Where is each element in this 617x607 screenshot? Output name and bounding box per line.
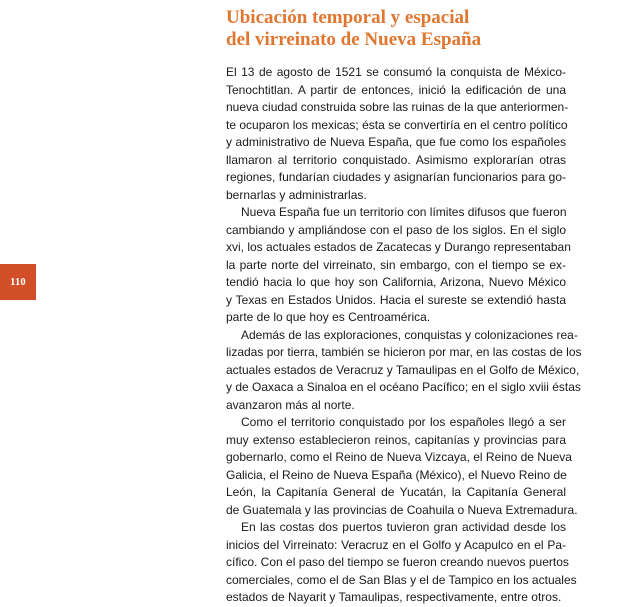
paragraph-line: estados de Nayarit y Tamaulipas, respectivamente, entre otros.	[226, 590, 562, 604]
paragraph-line: y de Oaxaca a Sinaloa en el océano Pacífico; en el siglo xviii éstas	[226, 380, 581, 394]
paragraph-line: Además de las exploraciones, conquistas y colonizaciones rea-	[241, 327, 578, 342]
paragraph-line: bernarlas y administrarlas.	[226, 187, 367, 202]
body-text	[226, 64, 582, 607]
paragraph-line: tendió hacia lo que hoy son California, Arizona, Nuevo México	[226, 275, 566, 289]
paragraph-4	[226, 414, 578, 519]
page-number-tab	[0, 264, 36, 300]
paragraph-line: Nueva España fue un territorio con límites difusos que fueron	[241, 205, 567, 219]
paragraph-line: Galicia, el Reino de Nueva España (México), el Nuevo Reino de	[226, 467, 567, 482]
paragraph-line: León, la Capitanía General de Yucatán, la Capitanía General	[226, 485, 566, 499]
paragraph-line: la parte norte del virreinato, sin embargo, con el tiempo se ex-	[226, 257, 566, 272]
paragraph-line: y Texas en Estados Unidos. Hacia el sureste se extendió hasta	[226, 292, 566, 307]
paragraph-line: comerciales, como el de San Blas y el de Tampico en los actuales	[226, 572, 577, 587]
paragraph-line: y administrativo de Nueva España, que fue como los españoles	[226, 135, 566, 149]
paragraph-line: avanzaron más al norte.	[226, 397, 355, 412]
paragraph-line: te ocuparon los mexicas; ésta se convertiría en el centro político	[226, 117, 568, 132]
paragraph-5	[226, 519, 577, 607]
page-number: 110	[10, 276, 26, 288]
paragraph-line: Como el territorio conquistado por los españoles llegó a ser	[241, 415, 566, 429]
paragraph-line: cambiando y ampliándose con el paso de los siglos. En el siglo	[226, 222, 566, 237]
paragraph-line: xvi, los actuales estados de Zacatecas y Durango representaban	[226, 240, 571, 254]
paragraph-line: lizadas por tierra, también se hicieron por mar, en las costas de los	[226, 345, 582, 359]
paragraph-line: El 13 de agosto de 1521 se consumó la conquista de México-	[226, 65, 566, 79]
paragraph-line: regiones, fundarían ciudades y asignarían funcionarios para go-	[226, 170, 566, 184]
section-heading-line-1: Ubicación temporal y espacial	[226, 7, 470, 28]
paragraph-line: llamaron al territorio conquistado. Asimismo explorarían otras	[226, 152, 566, 167]
paragraph-line: En las costas dos puertos tuvieron gran actividad desde los	[241, 520, 566, 534]
paragraph-line: inicios del Virreinato: Veracruz en el Golfo y Acapulco en el Pa-	[226, 537, 566, 552]
paragraph-line: de Guatemala y las provincias de Coahuila o Nueva Extremadura.	[226, 502, 578, 517]
paragraph-line: gobernarlo, como el Reino de Nueva Vizcaya, el Reino de Nueva	[226, 450, 572, 464]
paragraph-2	[226, 204, 571, 327]
paragraph-line: cífico. Con el paso del tiempo se fueron creando nuevos puertos	[226, 555, 569, 569]
paragraph-line: actuales estados de Veracruz y Tamaulipas en el Golfo de México,	[226, 362, 580, 377]
paragraph-3	[226, 327, 582, 415]
paragraph-1	[226, 64, 569, 204]
section-heading-line-2: del virreinato de Nueva España	[226, 29, 482, 50]
paragraph-line: Tenochtitlan. A partir de entonces, inició la edificación de una	[226, 82, 566, 97]
paragraph-line: nueva ciudad construida sobre las ruinas de la que anteriormen-	[226, 100, 569, 114]
paragraph-line: parte de lo que hoy es Centroamérica.	[226, 310, 431, 324]
section-heading	[226, 7, 606, 51]
paragraph-line: muy extenso establecieron reinos, capitanías y provincias para	[226, 432, 566, 447]
